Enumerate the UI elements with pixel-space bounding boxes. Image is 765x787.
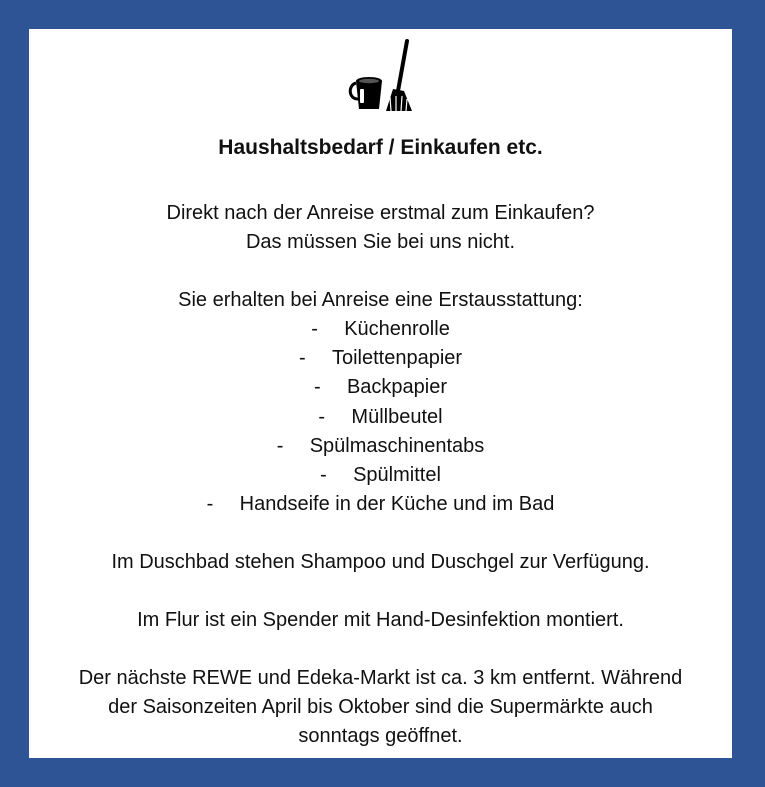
bullet-dash: - (320, 464, 327, 487)
intro-paragraph (29, 199, 732, 257)
supplies-list (29, 315, 732, 519)
shopping-paragraph (29, 664, 732, 751)
bullet-dash: - (313, 376, 321, 399)
list-item (29, 461, 732, 490)
bullet-dash: - (298, 347, 306, 370)
info-card (29, 29, 732, 758)
list-item-label: Spülmittel (353, 464, 441, 487)
shopping-line: Der nächste REWE und Edeka-Markt ist ca. 3 km entfernt. Während (78, 667, 683, 689)
supplies-intro: Sie erhalten bei Anreise eine Erstausstattung: (178, 289, 583, 311)
list-item-label: Spülmaschinentabs (309, 434, 485, 457)
list-item-label: Küchenrolle (344, 318, 450, 340)
list-item (29, 344, 732, 373)
list-item-label: Toilettenpapier (331, 347, 463, 370)
list-item (29, 490, 732, 519)
page-title: Haushaltsbedarf / Einkaufen etc. (218, 136, 543, 159)
bullet-dash: - (206, 493, 214, 516)
bucket-and-broom-icon (346, 39, 416, 115)
hallway-note: Im Flur ist ein Spender mit Hand-Desinfektion montiert. (137, 609, 624, 631)
shopping-line: der Saisonzeiten April bis Oktober sind die Supermärkte auch (108, 696, 653, 718)
intro-line: Direkt nach der Anreise erstmal zum Einkaufen? (166, 202, 595, 224)
bullet-dash: - (276, 434, 284, 457)
shopping-line: sonntags geöffnet. (298, 725, 463, 747)
bullet-dash: - (318, 405, 326, 428)
bullet-dash: - (311, 318, 318, 340)
list-item (29, 373, 732, 402)
intro-line: Das müssen Sie bei uns nicht. (245, 231, 516, 253)
list-item-label: Müllbeutel (351, 405, 443, 428)
list-item (29, 432, 732, 461)
list-item-label: Backpapier (346, 376, 448, 399)
shower-note: Im Duschbad stehen Shampoo und Duschgel zur Verfügung. (111, 551, 650, 573)
list-item-label: Handseife in der Küche und im Bad (239, 493, 555, 516)
header-icon-container (29, 39, 732, 115)
list-item (29, 315, 732, 344)
list-item (29, 403, 732, 432)
